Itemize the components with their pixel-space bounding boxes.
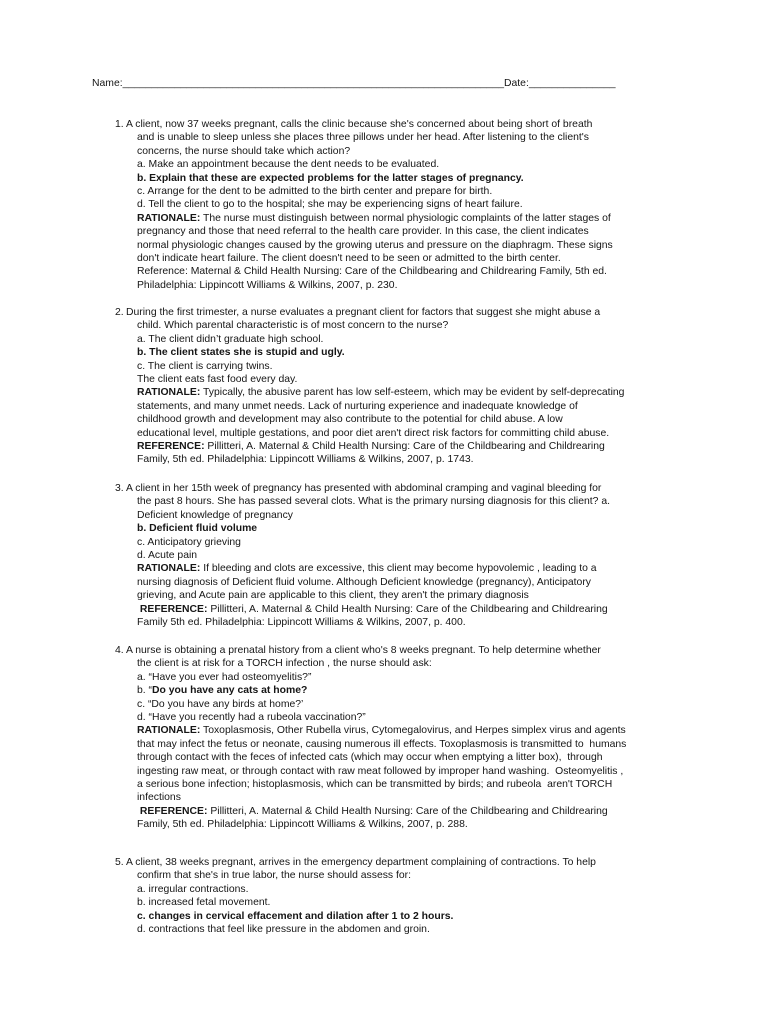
rationale-label: RATIONALE:: [137, 725, 201, 737]
question-line: [115, 589, 610, 602]
question-line: [115, 923, 596, 936]
line-text: Pillitteri, A. Maternal & Child Health Nursing: Care of the Childbearing and Childrearing: [207, 603, 608, 615]
date-blank: _______________: [528, 78, 616, 89]
line-text: Family 5th ed. Philadelphia: Lippincott Williams & Wilkins, 2007, p. 400.: [137, 616, 466, 628]
question-line: [115, 495, 610, 508]
question-stem-line: [115, 644, 626, 657]
question-5: [115, 856, 596, 936]
question-line: [115, 562, 610, 575]
line-text: c. The client is carrying twins.: [137, 360, 273, 372]
question-line: [115, 198, 613, 211]
line-text: b. increased fetal movement.: [137, 897, 271, 909]
line-text: The client eats fast food every day.: [137, 373, 298, 385]
line-text: b. “: [137, 685, 153, 697]
line-text: d. Tell the client to go to the hospital; she may be experiencing signs of heart failure.: [137, 199, 523, 211]
question-line: [115, 319, 624, 332]
line-text: d. contractions that feel like pressure in the abdomen and groin.: [137, 923, 430, 935]
question-line: [115, 212, 613, 225]
question-line: [115, 522, 610, 535]
reference-label: REFERENCE:: [137, 440, 205, 452]
question-line: [115, 778, 626, 791]
line-text: statements, and many unmet needs. Lack of nurturing experience and inadequate knowledge of: [137, 400, 578, 412]
line-text: Family, 5th ed. Philadelphia: Lippincott Williams & Wilkins, 2007, p. 1743.: [137, 454, 474, 466]
rationale-label: RATIONALE:: [137, 563, 201, 575]
question-line: [115, 145, 613, 158]
line-text: grieving, and Acute pain are applicable to this client, they aren't the primary diagnosis: [137, 590, 529, 602]
question-line: [115, 576, 610, 589]
line-text: a. irregular contractions.: [137, 883, 249, 895]
question-line: [115, 360, 624, 373]
line-text: a. The client didn’t graduate high school.: [137, 333, 324, 345]
line-text: pregnancy and those that need referral to the health care provider. In this case, the client indicates: [137, 226, 589, 238]
question-4: [115, 644, 626, 831]
question-stem-line: [115, 856, 596, 869]
question-line: [115, 791, 626, 804]
question-line: [115, 536, 610, 549]
question-2: [115, 306, 624, 467]
line-text: A client, 38 weeks pregnant, arrives in the emergency department complaining of contractions. To help: [126, 857, 596, 868]
question-number: 5.: [115, 857, 124, 868]
date-label: Date:: [504, 78, 529, 89]
question-line: [115, 549, 610, 562]
question-number: 3.: [115, 483, 124, 494]
question-line: [115, 427, 624, 440]
question-line: [115, 440, 624, 453]
line-text: Philadelphia: Lippincott Williams & Wilkins, 2007, p. 230.: [137, 279, 398, 291]
line-text: ingesting raw meat, or through contact with raw meat followed by improper hand washing. Osteomyelitis ,: [137, 765, 624, 777]
line-text: Deficient knowledge of pregnancy: [137, 509, 293, 521]
question-line: [115, 279, 613, 292]
question-line: [115, 400, 624, 413]
line-text: the past 8 hours. She has passed several clots. What is the primary nursing diagnosis for this client? a.: [137, 496, 611, 508]
line-text: A client, now 37 weeks pregnant, calls the clinic because she's concerned about being short of breath: [126, 119, 593, 130]
question-line: [115, 225, 613, 238]
question-line: [115, 265, 613, 278]
line-text: During the first trimester, a nurse evaluates a pregnant client for factors that suggest she might abuse a: [126, 307, 601, 318]
line-text: confirm that she's in true labor, the nurse should assess for:: [137, 870, 412, 882]
name-date-header: [92, 77, 616, 90]
line-text: normal physiologic changes caused by the growing uterus and pressure on the diaphragm. These signs: [137, 239, 613, 251]
question-3: [115, 482, 610, 629]
question-number: 2.: [115, 307, 124, 318]
correct-answer-text: b. Deficient fluid volume: [137, 523, 258, 535]
question-line: [115, 883, 596, 896]
correct-answer-text: c. changes in cervical effacement and dilation after 1 to 2 hours.: [137, 910, 454, 922]
question-line: [115, 453, 624, 466]
question-line: [115, 751, 626, 764]
line-text: through contact with the feces of infected cats (which may occur when emptying a litter box), through: [137, 752, 603, 764]
question-line: [115, 333, 624, 346]
question-line: [115, 413, 624, 426]
question-line: [115, 657, 626, 670]
question-line: [115, 818, 626, 831]
line-text: the client is at risk for a TORCH infection , the nurse should ask:: [137, 658, 432, 670]
line-text: d. “Have you recently had a rubeola vaccination?”: [137, 711, 366, 723]
line-text: that may infect the fetus or neonate, causing numerous ill effects. Toxoplasmosis is transmitted to humans: [137, 738, 627, 750]
question-number: 1.: [115, 119, 124, 130]
question-line: [115, 671, 626, 684]
rationale-label: RATIONALE:: [137, 387, 201, 399]
line-text: and is unable to sleep unless she places three pillows under her head. After listening to the client's: [137, 132, 589, 144]
question-line: [115, 158, 613, 171]
line-text: c. Arrange for the dent to be admitted to the birth center and prepare for birth.: [137, 185, 493, 197]
question-line: [115, 765, 626, 778]
reference-label: REFERENCE:: [137, 603, 208, 615]
question-number: 4.: [115, 645, 124, 656]
line-text: Family, 5th ed. Philadelphia: Lippincott Williams & Wilkins, 2007, p. 288.: [137, 819, 468, 831]
line-text: c. “Do you have any birds at home?’: [137, 698, 304, 710]
question-stem-line: [115, 118, 613, 131]
line-text: childhood growth and development may also contribute to the potential for child abuse. A low: [137, 414, 563, 426]
line-text: nursing diagnosis of Deficient fluid volume. Although Deficient knowledge (pregnancy), Anticipatory: [137, 576, 591, 588]
line-text: educational level, multiple gestations, and poor diet aren't direct risk factors for committing child abuse.: [137, 427, 610, 439]
question-1: [115, 118, 613, 292]
question-line: [115, 711, 626, 724]
question-line: [115, 131, 613, 144]
line-text: A client in her 15th week of pregnancy has presented with abdominal cramping and vaginal bleeding for: [126, 483, 602, 494]
question-line: [115, 896, 596, 909]
question-line: [115, 684, 626, 697]
question-line: [115, 386, 624, 399]
line-text: child. Which parental characteristic is of most concern to the nurse?: [137, 320, 449, 332]
line-text: a serious bone infection; histoplasmosis, which can be transmitted by birds; and rubeola aren't TORCH: [137, 778, 613, 790]
correct-answer-text: Do you have any cats at home?: [152, 685, 308, 697]
question-line: [115, 509, 610, 522]
question-line: [115, 738, 626, 751]
question-line: [115, 805, 626, 818]
question-line: [115, 616, 610, 629]
question-line: [115, 910, 596, 923]
line-text: d. Acute pain: [137, 549, 198, 561]
line-text: Toxoplasmosis, Other Rubella virus, Cytomegalovirus, and Herpes simplex virus and agents: [200, 725, 626, 737]
rationale-label: RATIONALE:: [137, 212, 201, 224]
line-text: c. Anticipatory grieving: [137, 536, 241, 548]
line-text: Typically, the abusive parent has low self-esteem, which may be evident by self-deprecating: [200, 387, 625, 399]
line-text: Pillitteri, A. Maternal & Child Health Nursing: Care of the Childbearing and Childrearing: [207, 805, 608, 817]
question-line: [115, 239, 613, 252]
line-text: Pillitteri, A. Maternal & Child Health Nursing: Care of the Childbearing and Childrearing: [204, 440, 605, 452]
question-line: [115, 185, 613, 198]
question-line: [115, 172, 613, 185]
question-line: [115, 373, 624, 386]
question-stem-line: [115, 482, 610, 495]
question-line: [115, 252, 613, 265]
question-stem-line: [115, 306, 624, 319]
question-line: [115, 869, 596, 882]
line-text: a. Make an appointment because the dent needs to be evaluated.: [137, 159, 440, 171]
line-text: The nurse must distinguish between normal physiologic complaints of the latter stages of: [200, 212, 611, 224]
line-text: Reference: Maternal & Child Health Nursing: Care of the Childbearing and Childrearing Family, 5th ed.: [137, 266, 607, 278]
name-blank: __________________________________________________________________: [122, 78, 505, 89]
line-text: don't indicate heart failure. The client doesn't need to be seen or admitted to the birth center.: [137, 252, 561, 264]
correct-answer-text: b. The client states she is stupid and ugly.: [137, 347, 345, 359]
correct-answer-text: b. Explain that these are expected problems for the latter stages of pregnancy.: [137, 172, 524, 184]
line-text: A nurse is obtaining a prenatal history from a client who's 8 weeks pregnant. To help determine whether: [126, 645, 601, 656]
line-text: infections: [137, 792, 181, 804]
name-label: Name:: [92, 78, 123, 89]
question-line: [115, 724, 626, 737]
question-line: [115, 603, 610, 616]
reference-label: REFERENCE:: [137, 805, 208, 817]
line-text: concerns, the nurse should take which action?: [137, 145, 351, 157]
line-text: a. “Have you ever had osteomyelitis?”: [137, 671, 312, 683]
question-line: [115, 698, 626, 711]
question-line: [115, 346, 624, 359]
line-text: If bleeding and clots are excessive, this client may become hypovolemic , leading to a: [200, 563, 597, 575]
